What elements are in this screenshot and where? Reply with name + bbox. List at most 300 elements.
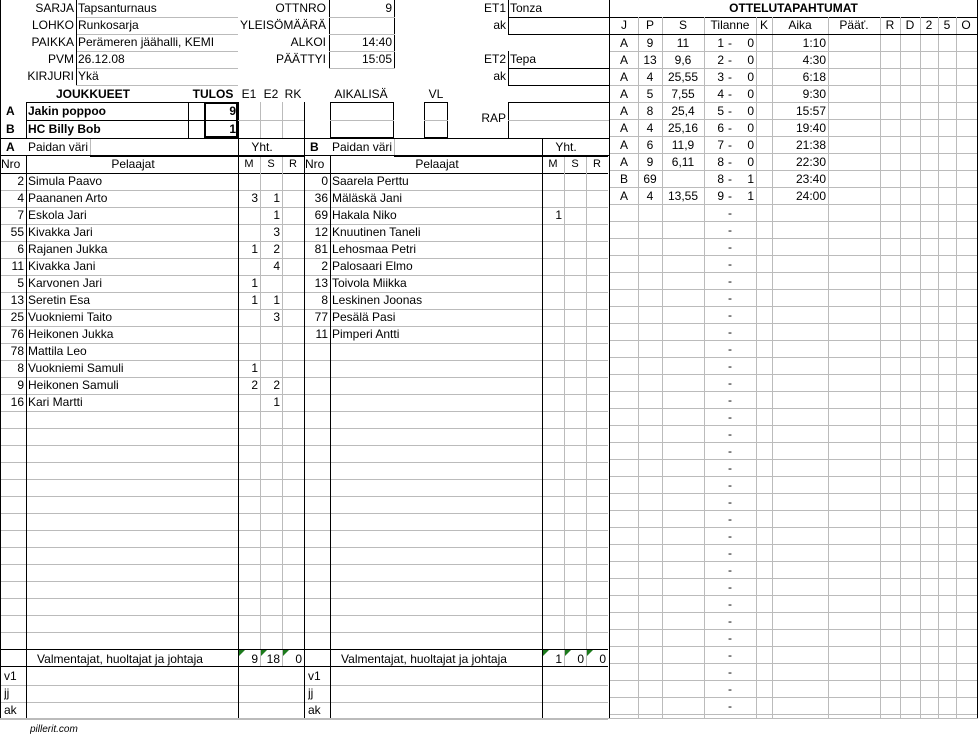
player-goals[interactable]: 3: [251, 191, 258, 205]
nro-header: Nro: [305, 157, 325, 171]
player-assists[interactable]: [564, 292, 584, 309]
total-penalties[interactable]: 0: [295, 652, 302, 666]
event-score-dash: -: [728, 359, 732, 373]
player-name[interactable]: Saarela Perttu: [332, 174, 409, 188]
total-assists[interactable]: 0: [577, 652, 584, 666]
player-penalties[interactable]: [282, 258, 302, 275]
event-score-dash: -: [728, 563, 732, 577]
et1-field[interactable]: Tonza: [510, 1, 543, 15]
event-score-b[interactable]: 0: [747, 104, 754, 118]
event-score-dash: -: [728, 121, 732, 135]
events-col-j: J: [621, 18, 627, 32]
event-score-a[interactable]: 1: [717, 36, 724, 50]
players-header: Pelaajat: [111, 157, 155, 171]
events-col-s: S: [678, 18, 687, 32]
et2-field[interactable]: Tepa: [510, 52, 537, 66]
vl-label: VL: [428, 87, 444, 101]
event-player[interactable]: 4: [646, 121, 654, 135]
player-name[interactable]: Simula Paavo: [28, 174, 103, 188]
staff-label: jj: [308, 686, 314, 700]
team-a-letter: A: [6, 140, 15, 154]
comment-marker-icon: [283, 650, 289, 656]
player-penalties[interactable]: [282, 377, 302, 394]
player-name[interactable]: Seretin Esa: [28, 293, 91, 307]
player-goals[interactable]: [238, 173, 258, 190]
event-player[interactable]: 9: [646, 155, 654, 169]
player-name[interactable]: Mattila Leo: [28, 344, 87, 358]
player-name[interactable]: Kivakka Jani: [28, 259, 96, 273]
team-b-letter: B: [6, 122, 15, 136]
player-assists[interactable]: [260, 360, 280, 377]
event-score-dash: -: [728, 631, 732, 645]
player-name[interactable]: Pimperi Antti: [332, 327, 400, 341]
event-score-b[interactable]: 1: [747, 189, 754, 203]
player-assists[interactable]: 1: [273, 208, 280, 222]
player-penalties[interactable]: [586, 224, 606, 241]
event-time[interactable]: 15:57: [795, 104, 826, 118]
comment-marker-icon: [239, 650, 245, 656]
r-header: R: [289, 158, 297, 170]
event-score-dash: -: [728, 342, 732, 356]
player-penalties[interactable]: [282, 292, 302, 309]
player-number[interactable]: 2: [321, 259, 328, 273]
player-name[interactable]: Mäläskä Jani: [332, 191, 403, 205]
total-penalties[interactable]: 0: [599, 652, 606, 666]
event-score-b[interactable]: 0: [747, 155, 754, 169]
player-name[interactable]: Heikonen Jukka: [28, 327, 114, 341]
events-col-c2: 2: [925, 18, 933, 32]
player-penalties[interactable]: [282, 360, 302, 377]
player-name[interactable]: Rajanen Jukka: [28, 242, 108, 256]
player-goals[interactable]: [542, 309, 562, 326]
player-assists[interactable]: [564, 190, 584, 207]
player-name[interactable]: Kivakka Jari: [28, 225, 93, 239]
nro-header: Nro: [1, 157, 21, 171]
player-penalties[interactable]: [586, 207, 606, 224]
player-penalties[interactable]: [586, 190, 606, 207]
event-score-a[interactable]: 2: [717, 53, 724, 67]
event-assist[interactable]: 13,55: [667, 189, 699, 203]
player-name[interactable]: Hakala Niko: [332, 208, 397, 222]
event-score-a[interactable]: 9: [717, 189, 724, 203]
player-penalties[interactable]: [282, 326, 302, 343]
et1-label: ET1: [483, 1, 506, 15]
header-label: YLEISÖMÄÄRÄ: [240, 18, 326, 32]
staff-label: jj: [4, 686, 10, 700]
m-header: M: [244, 158, 254, 170]
players-header: Pelaajat: [415, 157, 459, 171]
player-number[interactable]: 13: [314, 276, 328, 290]
staff-label: v1: [308, 669, 321, 683]
event-team[interactable]: B: [619, 172, 628, 186]
events-title: OTTELUTAPAHTUMAT: [729, 1, 858, 15]
kirjuri-field[interactable]: Ykä: [78, 69, 99, 83]
player-number[interactable]: 25: [10, 310, 24, 324]
player-goals[interactable]: [542, 326, 562, 343]
comment-marker-icon: [587, 650, 593, 656]
yht-label: Yht.: [251, 140, 273, 154]
player-penalties[interactable]: [282, 190, 302, 207]
player-goals[interactable]: [238, 394, 258, 411]
event-player[interactable]: 4: [646, 70, 654, 84]
player-number[interactable]: 9: [17, 378, 24, 392]
event-team[interactable]: A: [619, 104, 628, 118]
player-name[interactable]: Kari Martti: [28, 395, 83, 409]
player-goals[interactable]: [542, 224, 562, 241]
player-name[interactable]: Toivola Miikka: [332, 276, 407, 290]
player-penalties[interactable]: [586, 241, 606, 258]
event-score-dash: -: [728, 189, 732, 203]
comment-marker-icon: [565, 650, 571, 656]
player-number[interactable]: 7: [17, 208, 24, 222]
header-label: ALKOI: [290, 35, 326, 49]
player-penalties[interactable]: [282, 309, 302, 326]
event-assist[interactable]: [662, 171, 704, 188]
event-team[interactable]: A: [619, 87, 628, 101]
team-a-score[interactable]: 9: [229, 104, 236, 118]
lohko-field[interactable]: Runkosarja: [78, 18, 139, 32]
player-assists[interactable]: 2: [273, 242, 280, 256]
player-assists[interactable]: 1: [273, 293, 280, 307]
player-name[interactable]: Eskola Jari: [28, 208, 87, 222]
player-goals[interactable]: [238, 343, 258, 360]
events-col-p: P: [645, 18, 654, 32]
player-goals[interactable]: [542, 275, 562, 292]
staff-label: v1: [4, 669, 17, 683]
player-penalties[interactable]: [282, 394, 302, 411]
event-score-dash: -: [728, 546, 732, 560]
player-assists[interactable]: [564, 326, 584, 343]
player-number[interactable]: 13: [10, 293, 24, 307]
event-assist[interactable]: 6,11: [671, 155, 695, 169]
event-time[interactable]: 22:30: [795, 155, 826, 169]
player-goals[interactable]: [238, 224, 258, 241]
event-assist[interactable]: 7,55: [671, 87, 695, 101]
header-label: PAIKKA: [31, 35, 74, 49]
event-score-dash: -: [728, 461, 732, 475]
event-score-dash: -: [728, 70, 732, 84]
event-score-dash: -: [728, 580, 732, 594]
player-goals[interactable]: [542, 241, 562, 258]
player-name[interactable]: Paananen Arto: [28, 191, 108, 205]
event-score-dash: -: [728, 444, 732, 458]
event-score-a[interactable]: 3: [717, 70, 724, 84]
paattyi-field[interactable]: 15:05: [361, 52, 392, 66]
player-assists[interactable]: [564, 241, 584, 258]
event-player[interactable]: 6: [646, 138, 654, 152]
player-penalties[interactable]: [282, 207, 302, 224]
event-score-dash: -: [728, 308, 732, 322]
event-team[interactable]: A: [619, 36, 628, 50]
player-assists[interactable]: [564, 275, 584, 292]
player-assists[interactable]: [564, 173, 584, 190]
player-penalties[interactable]: [282, 224, 302, 241]
events-col-aika: Aika: [788, 18, 812, 32]
player-goals[interactable]: 1: [251, 276, 258, 290]
event-score-dash: -: [728, 495, 732, 509]
event-time[interactable]: 1:10: [802, 36, 826, 50]
event-player[interactable]: 69: [643, 172, 657, 186]
player-name[interactable]: Palosaari Elmo: [332, 259, 413, 273]
player-name[interactable]: Lehosmaa Petri: [332, 242, 417, 256]
event-assist[interactable]: 11: [676, 36, 690, 50]
event-score-dash: -: [728, 36, 732, 50]
player-number[interactable]: 11: [315, 327, 328, 341]
aikalisa-label: AIKALISÄ: [334, 87, 388, 101]
total-goals[interactable]: 9: [251, 652, 258, 666]
events-col-tilanne: Tilanne: [710, 18, 750, 32]
alkoi-field[interactable]: 14:40: [361, 35, 392, 49]
player-assists[interactable]: 2: [273, 378, 280, 392]
header-label: SARJA: [35, 1, 74, 15]
pvm-field[interactable]: 26.12.08: [78, 52, 125, 66]
ak-label: ak: [493, 69, 506, 83]
staff-label: ak: [308, 703, 321, 717]
player-name[interactable]: Pesälä Pasi: [332, 310, 396, 324]
shirt-color-label: Paidan väri: [28, 140, 89, 154]
et2-label: ET2: [483, 52, 506, 66]
player-number[interactable]: 36: [314, 191, 328, 205]
player-assists[interactable]: 3: [273, 225, 280, 239]
credit-text: pillerit.com: [30, 724, 78, 735]
player-assists[interactable]: [564, 309, 584, 326]
event-time[interactable]: 19:40: [795, 121, 826, 135]
event-player[interactable]: 4: [646, 189, 654, 203]
event-score-dash: -: [728, 648, 732, 662]
player-penalties[interactable]: [586, 173, 606, 190]
event-score-dash: -: [728, 427, 732, 441]
event-team[interactable]: A: [619, 53, 628, 67]
shirt-color-label: Paidan väri: [332, 140, 393, 154]
player-goals[interactable]: 2: [251, 378, 258, 392]
player-name[interactable]: Heikonen Samuli: [28, 378, 119, 392]
player-penalties[interactable]: [586, 258, 606, 275]
header-label: KIRJURI: [27, 69, 74, 83]
event-team[interactable]: A: [619, 121, 628, 135]
player-number[interactable]: 6: [17, 242, 24, 256]
ottnro-field[interactable]: 9: [385, 1, 392, 15]
event-assist[interactable]: 25,4: [671, 104, 695, 118]
s-header: S: [571, 158, 579, 170]
total-goals[interactable]: 1: [555, 652, 562, 666]
event-score-b[interactable]: 0: [747, 121, 754, 135]
player-goals[interactable]: [238, 326, 258, 343]
player-name[interactable]: Leskinen Joonas: [332, 293, 423, 307]
player-name[interactable]: Vuokniemi Samuli: [28, 361, 124, 375]
event-assist[interactable]: 25,16: [667, 121, 699, 135]
event-player[interactable]: 13: [643, 53, 657, 67]
team-b-name[interactable]: HC Billy Bob: [28, 122, 101, 136]
ak-label: ak: [493, 18, 506, 32]
rap-label: RAP: [481, 111, 506, 125]
event-player[interactable]: 5: [646, 87, 654, 101]
player-penalties[interactable]: [586, 326, 606, 343]
event-team[interactable]: A: [619, 155, 628, 169]
event-score-a[interactable]: 8: [717, 155, 724, 169]
coaches-label: Valmentajat, huoltajat ja johtaja: [37, 652, 203, 666]
player-number[interactable]: 0: [321, 174, 328, 188]
player-number[interactable]: 77: [314, 310, 328, 324]
event-assist[interactable]: 25,55: [667, 70, 699, 84]
rk-label: RK: [284, 87, 302, 101]
player-goals[interactable]: 1: [555, 208, 562, 222]
event-assist[interactable]: 11,9: [671, 138, 695, 152]
event-team[interactable]: A: [619, 70, 628, 84]
event-score-dash: -: [728, 53, 732, 67]
player-number[interactable]: 76: [10, 327, 24, 341]
event-score-dash: -: [728, 155, 732, 169]
player-assists[interactable]: [260, 343, 280, 360]
event-time[interactable]: 4:30: [802, 53, 826, 67]
player-assists[interactable]: 1: [273, 395, 280, 409]
player-number[interactable]: 2: [17, 174, 24, 188]
events-col-o: O: [961, 18, 971, 32]
e2-label: E2: [263, 87, 279, 101]
player-number[interactable]: 5: [17, 276, 24, 290]
tulos-label: TULOS: [192, 87, 234, 101]
event-score-b[interactable]: 0: [747, 53, 754, 67]
team-a-letter: A: [6, 104, 15, 118]
event-score-dash: -: [728, 393, 732, 407]
events-col-paat: Pääť.: [839, 18, 869, 32]
events-col-d: D: [905, 18, 915, 32]
player-number[interactable]: 8: [321, 293, 328, 307]
event-time[interactable]: 6:18: [802, 70, 826, 84]
player-number[interactable]: 55: [10, 225, 24, 239]
player-goals[interactable]: [542, 258, 562, 275]
event-time[interactable]: 24:00: [795, 189, 826, 203]
player-assists[interactable]: 1: [273, 191, 280, 205]
event-score-dash: -: [728, 87, 732, 101]
paikka-field[interactable]: Perämeren jäähalli, KEMI: [78, 35, 215, 49]
event-time[interactable]: 21:38: [795, 138, 826, 152]
event-score-b[interactable]: 0: [747, 87, 754, 101]
event-score-dash: -: [728, 291, 732, 305]
event-score-dash: -: [728, 529, 732, 543]
comment-marker-icon: [543, 650, 549, 656]
player-penalties[interactable]: [586, 309, 606, 326]
yleisomaara-field[interactable]: [330, 17, 392, 34]
e1-label: E1: [241, 87, 257, 101]
player-number[interactable]: 11: [11, 259, 24, 273]
player-goals[interactable]: [238, 207, 258, 224]
teams-title: JOUKKUEET: [55, 87, 130, 101]
player-penalties[interactable]: [282, 173, 302, 190]
header-label: OTTNRO: [275, 1, 326, 15]
event-score-a[interactable]: 6: [717, 121, 724, 135]
player-goals[interactable]: [542, 292, 562, 309]
player-goals[interactable]: [542, 190, 562, 207]
staff-label: ak: [4, 703, 17, 717]
events-col-k: K: [759, 18, 768, 32]
event-score-a[interactable]: 5: [717, 104, 724, 118]
player-number[interactable]: 69: [314, 208, 328, 222]
player-name[interactable]: Knuutinen Taneli: [332, 225, 421, 239]
player-number[interactable]: 8: [17, 361, 24, 375]
player-penalties[interactable]: [282, 241, 302, 258]
player-goals[interactable]: 1: [251, 361, 258, 375]
player-assists[interactable]: [564, 258, 584, 275]
coaches-label: Valmentajat, huoltajat ja johtaja: [341, 652, 507, 666]
yht-label: Yht.: [555, 140, 577, 154]
comment-marker-icon: [261, 650, 267, 656]
player-number[interactable]: 16: [10, 395, 24, 409]
event-score-a[interactable]: 8: [717, 172, 724, 186]
player-number[interactable]: 81: [314, 242, 328, 256]
player-penalties[interactable]: [282, 275, 302, 292]
total-assists[interactable]: 18: [266, 652, 280, 666]
event-score-b[interactable]: 0: [747, 138, 754, 152]
player-assists[interactable]: 3: [273, 310, 280, 324]
event-score-dash: -: [728, 597, 732, 611]
event-team[interactable]: A: [619, 138, 628, 152]
event-score-dash: -: [728, 376, 732, 390]
event-score-dash: -: [728, 138, 732, 152]
event-player[interactable]: 9: [646, 36, 654, 50]
event-score-dash: -: [728, 410, 732, 424]
event-player[interactable]: 8: [646, 104, 654, 118]
event-score-dash: -: [728, 257, 732, 271]
event-score-dash: -: [728, 240, 732, 254]
player-assists[interactable]: [260, 326, 280, 343]
player-assists[interactable]: [260, 275, 280, 292]
event-score-a[interactable]: 4: [717, 87, 724, 101]
player-number[interactable]: 78: [10, 344, 24, 358]
event-score-dash: -: [728, 104, 732, 118]
r-header: R: [593, 158, 601, 170]
player-penalties[interactable]: [586, 275, 606, 292]
player-assists[interactable]: [564, 224, 584, 241]
event-score-dash: -: [728, 614, 732, 628]
header-label: PÄÄTTYI: [275, 52, 326, 66]
player-goals[interactable]: 1: [251, 293, 258, 307]
player-assists[interactable]: 4: [273, 259, 280, 273]
event-score-dash: -: [728, 682, 732, 696]
team-b-score[interactable]: 1: [229, 122, 236, 136]
player-penalties[interactable]: [586, 292, 606, 309]
player-goals[interactable]: [238, 258, 258, 275]
event-score-b[interactable]: 1: [747, 172, 754, 186]
event-time[interactable]: 9:30: [802, 87, 826, 101]
player-goals[interactable]: [238, 309, 258, 326]
player-goals[interactable]: 1: [251, 242, 258, 256]
event-assist[interactable]: 9,6: [674, 53, 692, 67]
player-goals[interactable]: [542, 173, 562, 190]
event-score-dash: -: [728, 512, 732, 526]
sarja-field[interactable]: Tapsanturnaus: [78, 1, 157, 15]
header-label: PVM: [47, 52, 74, 66]
player-assists[interactable]: [564, 207, 584, 224]
event-score-b[interactable]: 0: [747, 70, 754, 84]
player-name[interactable]: Karvonen Jari: [28, 276, 103, 290]
event-score-b[interactable]: 0: [747, 36, 754, 50]
event-score-dash: -: [728, 478, 732, 492]
event-score-dash: -: [728, 665, 732, 679]
event-time[interactable]: 23:40: [795, 172, 826, 186]
player-name[interactable]: Vuokniemi Taito: [28, 310, 113, 324]
team-a-name[interactable]: Jakin poppoo: [28, 104, 106, 118]
event-team[interactable]: A: [619, 189, 628, 203]
team-b-letter: B: [310, 140, 319, 154]
player-number[interactable]: 12: [314, 225, 328, 239]
player-number[interactable]: 4: [17, 191, 24, 205]
event-score-dash: -: [728, 223, 732, 237]
s-header: S: [267, 158, 275, 170]
player-assists[interactable]: [260, 173, 280, 190]
event-score-a[interactable]: 7: [717, 138, 724, 152]
player-penalties[interactable]: [282, 343, 302, 360]
events-col-r: R: [885, 18, 895, 32]
